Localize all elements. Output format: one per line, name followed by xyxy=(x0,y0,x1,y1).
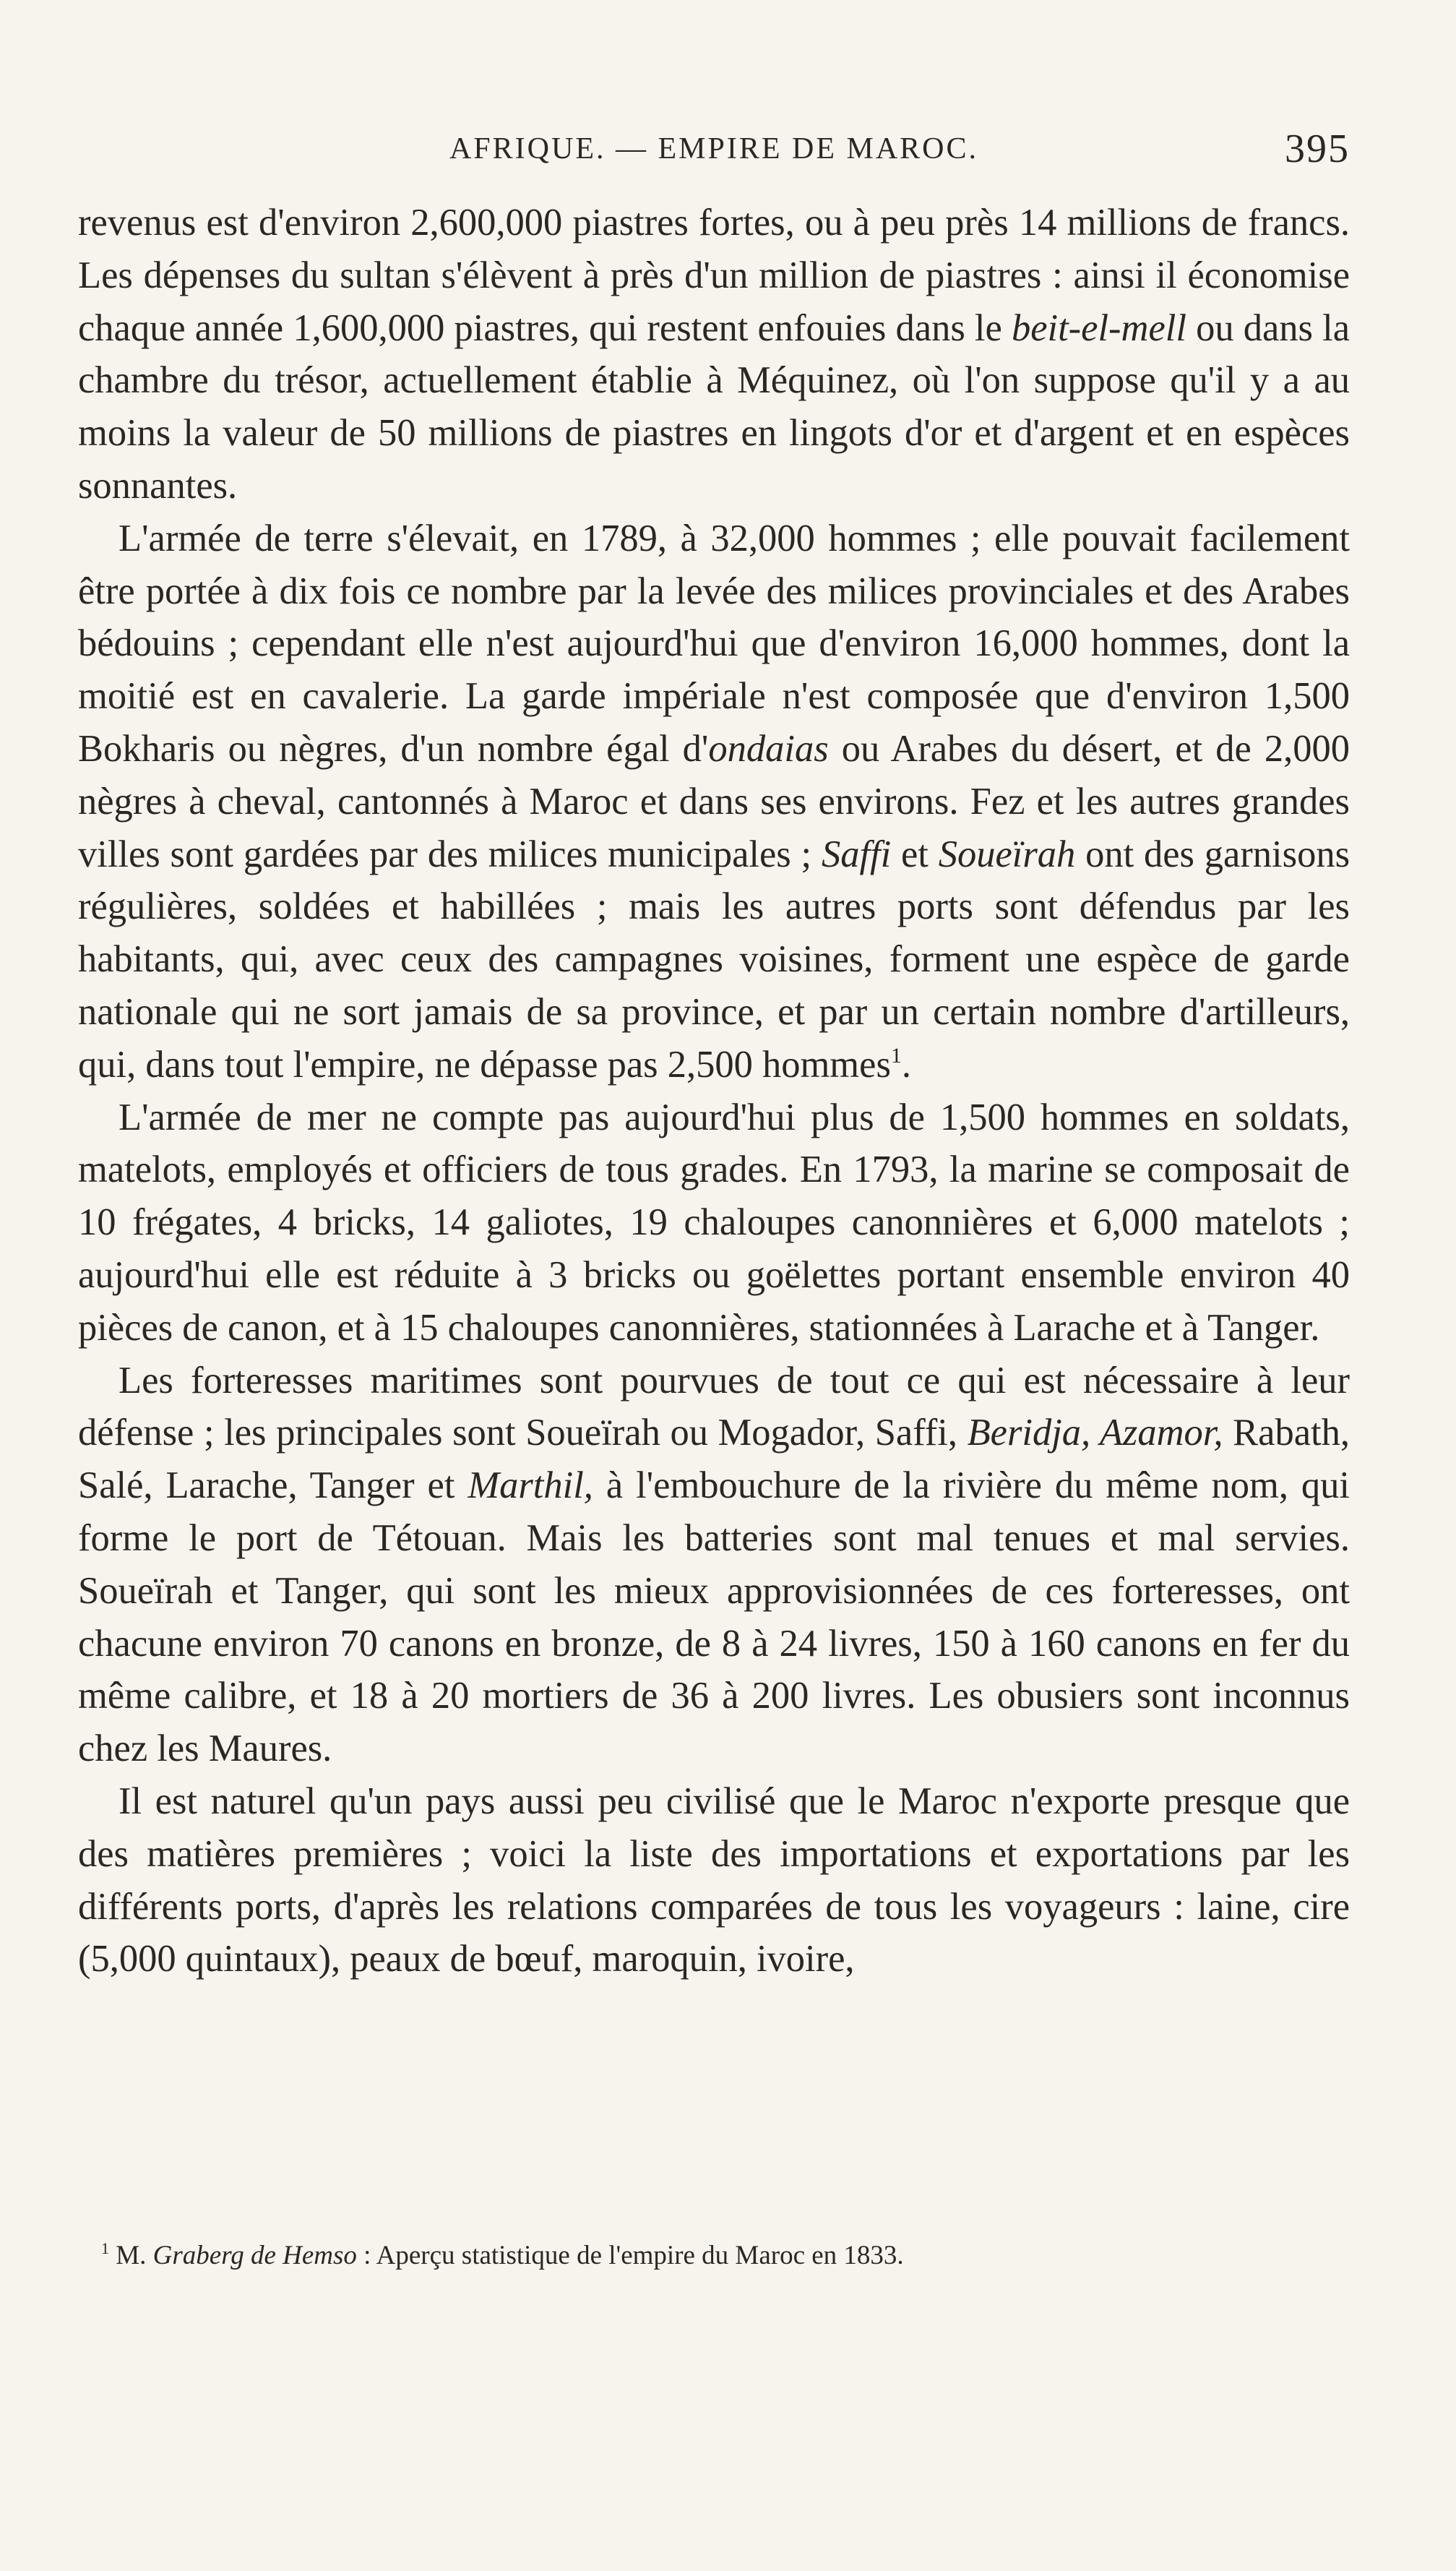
footnote-marker: 1 xyxy=(101,2239,109,2257)
footnote-reference: 1 xyxy=(890,1043,902,1068)
italic-text-run: Soueïrah xyxy=(938,833,1076,875)
body-text xyxy=(78,197,1350,1986)
paragraph xyxy=(78,512,1350,1091)
italic-text-run: Marthil, xyxy=(468,1464,593,1507)
text-run: Les forteresses maritimes sont pourvues de tout ce qui est nécessaire à leur défense ; les principales sont Soueïrah ou Mogador, Saffi, xyxy=(78,1359,1350,1454)
text-run: ou dans la chambre du trésor, actuellement établie à Méquinez, où l'on suppose qu'il y a au moins la valeur de 50 millions de piastres en lingots d'or et d'argent et en espèces sonnantes. xyxy=(78,306,1351,507)
paragraph xyxy=(78,197,1350,512)
text-run: revenus est d'environ 2,600,000 piastres fortes, ou à peu près 14 millions de francs. Les dépenses du sultan s'élèvent à près d'un million de piastres : ainsi il économise chaque année 1,600,000 piastres, qui restent enfouies dans le xyxy=(78,202,1350,349)
italic-text-run: Beridja, Azamor, xyxy=(967,1412,1223,1454)
text-run: ont des garnisons régulières, soldées et habillées ; mais les autres ports sont défendus par les habitants, qui, avec ceux des campagnes voisines, forment une espèce de garde nationale qui ne sort jamais de sa province, et par un certain nombre d'artilleurs, qui, dans tout l'empire, ne dépasse pas 2,500 hommes xyxy=(78,833,1350,1086)
text-run: Rabath, Salé, Larache, Tanger et xyxy=(78,1412,1350,1507)
text-run: ou Arabes du désert, et de 2,000 nègres à cheval, cantonnés à Maroc et dans ses environs. Fez et les autres grandes villes sont gardées par des milices municipales ; xyxy=(78,727,1350,875)
paragraph xyxy=(78,1091,1350,1355)
italic-text-run: beit-el-mell xyxy=(1011,306,1186,349)
paragraph xyxy=(78,1355,1350,1775)
text-run: Il est naturel qu'un pays aussi peu civilisé que le Maroc n'exporte presque que des matières premières ; voici la liste des importations et exportations par les différents ports, d'après les relations comparées de tous les voyageurs : laine, cire (5,000 quintaux), peaux de bœuf, maroquin, ivoire, xyxy=(78,1780,1350,1980)
page-header xyxy=(78,126,1350,182)
italic-text-run: ondaias xyxy=(708,727,829,770)
paragraph xyxy=(78,1775,1350,1986)
footnote-text xyxy=(109,2241,904,2270)
text-run: . xyxy=(901,1043,912,1086)
page-number: 395 xyxy=(1285,126,1350,171)
text-run: L'armée de terre s'élevait, en 1789, à 32,000 hommes ; elle pouvait facilement être portée à dix fois ce nombre par la levée des milices provinciales et des Arabes bédouins ; cependant elle n'est aujourd'hui que d'environ 16,000 hommes, dont la moitié est en cavalerie. La garde impériale n'est composée que d'environ 1,500 Bokharis ou nègres, d'un nombre égal d' xyxy=(78,517,1350,770)
text-run: L'armée de mer ne compte pas aujourd'hui plus de 1,500 hommes en soldats, matelots, employés et officiers de tous grades. En 1793, la marine se composait de 10 frégates, 4 bricks, 14 galiotes, 19 chaloupes canonnières et 6,000 matelots ; aujourd'hui elle est réduite à 3 bricks ou goëlettes portant ensemble environ 40 pièces de canon, et à 15 chaloupes canonnières, stationnées à Larache et à Tanger. xyxy=(78,1096,1350,1349)
text-run: et xyxy=(891,833,939,875)
running-title: AFRIQUE. — EMPIRE DE MAROC. xyxy=(449,132,979,166)
text-run: M. xyxy=(109,2241,153,2270)
italic-text-run: Saffi xyxy=(821,833,892,875)
text-run: : Aperçu statistique de l'empire du Maroc en 1833. xyxy=(356,2241,904,2270)
text-run: à l'embouchure de la rivière du même nom, qui forme le port de Tétouan. Mais les batteries sont mal tenues et mal servies. Soueïrah et Tanger, qui sont les mieux approvisionnées de ces forteresses, ont chacune environ 70 canons en bronze, de 8 à 24 livres, 150 à 160 canons en fer du même calibre, et 18 à 20 mortiers de 36 à 200 livres. Les obusiers sont inconnus chez les Maures. xyxy=(78,1464,1350,1770)
footnote xyxy=(101,2237,1344,2275)
italic-text-run: Graberg de Hemso xyxy=(152,2241,357,2270)
